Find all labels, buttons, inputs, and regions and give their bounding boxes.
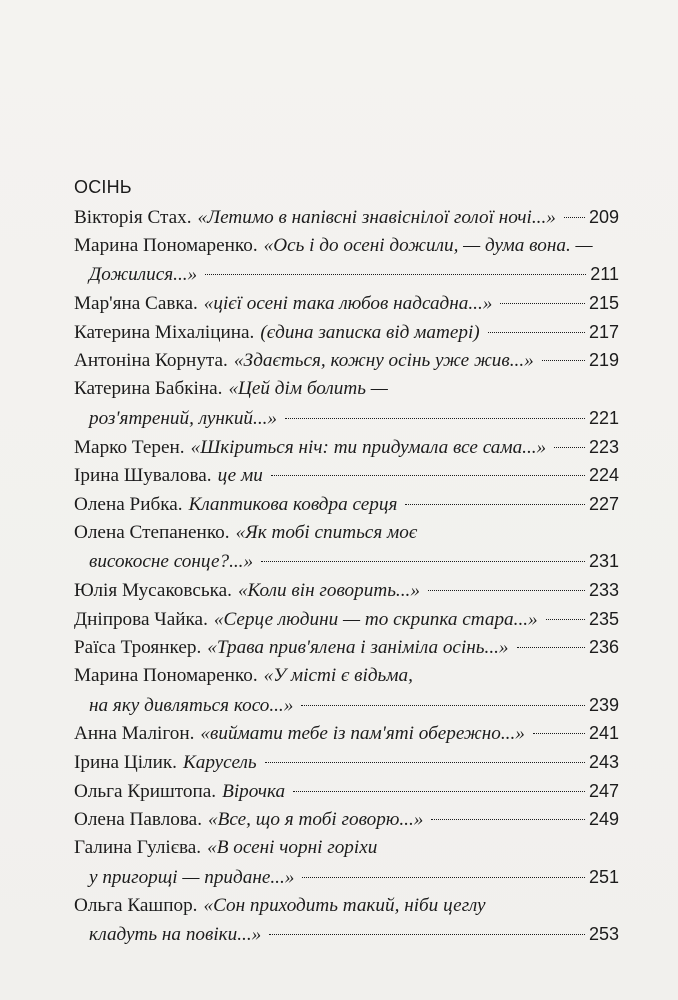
entry-title: (єдина записка від матері) <box>260 321 480 343</box>
entry-page-number: 223 <box>588 436 619 457</box>
toc-entry <box>74 318 619 347</box>
entry-author: Антоніна Корнута. <box>74 350 228 372</box>
entry-author: Марина Пономаренко. <box>74 665 258 686</box>
toc-entry <box>74 892 619 921</box>
dot-leader <box>554 447 585 448</box>
entry-page-number: 249 <box>588 809 619 830</box>
toc-entry <box>74 203 619 232</box>
dot-leader <box>488 332 585 333</box>
toc-entry <box>74 461 619 490</box>
entry-page-number: 215 <box>588 293 619 314</box>
entry-title-continuation: роз'ятрений, лункий...» <box>89 407 278 429</box>
entry-title: «Як тобі спиться моє <box>235 521 418 543</box>
entry-page-number: 241 <box>588 723 619 744</box>
entry-title: «Серце людини — то скрипка стара...» <box>213 608 538 630</box>
entry-author: Ірина Шувалова. <box>74 465 212 487</box>
entry-page-number: 251 <box>588 866 619 887</box>
entry-author: Катерина Бабкіна. <box>74 378 223 400</box>
toc-entry <box>74 576 619 605</box>
entry-title-continuation: у пригорщі — придане...» <box>89 866 295 888</box>
table-of-contents <box>74 203 619 949</box>
entry-title: «Здається, кожну осінь уже жив...» <box>233 350 534 372</box>
entry-author: Олена Степаненко. <box>74 521 230 543</box>
entry-title: «Трава прив'ялена і заніміла осінь...» <box>207 637 509 659</box>
dot-leader <box>293 791 585 792</box>
dot-leader <box>261 561 585 562</box>
entry-title: «Ось і до осені дожили, — дума вона. — <box>263 234 593 256</box>
entry-page-number: 227 <box>588 493 619 514</box>
entry-title: «Коли він говорить...» <box>237 579 420 601</box>
entry-title-continuation: кладуть на повіки...» <box>89 924 262 946</box>
entry-page-number: 219 <box>588 350 619 371</box>
toc-entry <box>74 719 619 748</box>
toc-entry-continuation <box>74 691 619 720</box>
toc-entry <box>74 433 619 462</box>
toc-entry <box>74 289 619 318</box>
entry-author: Галина Гулієва. <box>74 837 202 859</box>
entry-page-number: 236 <box>588 637 619 658</box>
entry-title: «Летимо в напівсні знавіснілої голої ночі...» <box>197 207 556 228</box>
entry-title: «Шкіриться ніч: ти придумала все сама...» <box>190 436 547 458</box>
entry-title: «У місті є відьма, <box>263 665 413 686</box>
dot-leader <box>517 647 585 648</box>
entry-page-number: 233 <box>588 579 619 600</box>
toc-entry <box>74 805 619 834</box>
entry-author: Анна Малігон. <box>74 723 195 745</box>
toc-entry <box>74 490 619 519</box>
entry-author: Катерина Міхаліцина. <box>74 321 255 343</box>
dot-leader <box>269 934 585 935</box>
toc-entry <box>74 777 619 806</box>
entry-author: Ірина Цілик. <box>74 752 177 774</box>
toc-entry <box>74 232 619 261</box>
entry-author: Дніпрова Чайка. <box>74 608 208 630</box>
entry-title: Карусель <box>182 752 257 774</box>
entry-title: «Сон приходить такий, ніби цеглу <box>203 894 486 916</box>
entry-author: Ольга Криштопа. <box>74 780 217 802</box>
entry-title-continuation: на яку дивляться косо...» <box>89 694 294 716</box>
entry-author: Марина Пономаренко. <box>74 234 258 256</box>
toc-entry <box>74 519 619 548</box>
entry-title: «виймати тебе із пам'яті обережно...» <box>200 723 525 745</box>
entry-page-number: 224 <box>588 465 619 486</box>
entry-author: Юлія Мусаковська. <box>74 579 232 601</box>
entry-author: Олена Павлова. <box>74 809 202 831</box>
entry-title-continuation: високосне сонце?...» <box>89 551 254 573</box>
toc-entry-continuation <box>74 404 619 433</box>
dot-leader <box>271 475 585 476</box>
entry-page-number: 235 <box>588 608 619 629</box>
entry-title-continuation: Дожилися...» <box>89 264 198 286</box>
dot-leader <box>302 877 585 878</box>
entry-page-number: 243 <box>588 752 619 773</box>
entry-page-number: 231 <box>588 551 619 572</box>
toc-entry <box>74 834 619 863</box>
entry-page-number: 211 <box>590 264 619 285</box>
dot-leader <box>428 590 585 591</box>
dot-leader <box>285 418 585 419</box>
toc-entry-continuation <box>74 863 619 892</box>
dot-leader <box>500 303 585 304</box>
entry-author: Мар'яна Савка. <box>74 293 198 315</box>
entry-page-number: 209 <box>588 207 619 227</box>
entry-title: це ми <box>217 465 263 487</box>
dot-leader <box>542 360 585 361</box>
entry-page-number: 217 <box>588 321 619 342</box>
toc-entry-continuation <box>74 920 619 949</box>
dot-leader <box>564 217 585 218</box>
toc-entry <box>74 633 619 662</box>
entry-author: Раїса Троянкер. <box>74 637 202 659</box>
entry-title: «Цей дім болить — <box>228 378 388 400</box>
entry-title: «Все, що я тобі говорю...» <box>208 809 424 831</box>
toc-entry-continuation <box>74 260 619 289</box>
entry-title: Клаптикова ковдра серця <box>188 493 398 515</box>
toc-entry <box>74 346 619 375</box>
dot-leader <box>431 819 585 820</box>
toc-entry-continuation <box>74 547 619 576</box>
section-title: ОСІНЬ <box>74 177 132 197</box>
entry-author: Вікторія Стах. <box>74 207 192 228</box>
entry-title: Вірочка <box>222 780 286 802</box>
toc-entry <box>74 375 619 404</box>
dot-leader <box>265 762 585 763</box>
dot-leader <box>301 705 585 706</box>
entry-title: «цієї осені така любов надсадна...» <box>203 293 493 315</box>
entry-author: Ольга Кашпор. <box>74 894 198 916</box>
entry-author: Олена Рибка. <box>74 493 183 515</box>
toc-entry <box>74 748 619 777</box>
entry-title: «В осені чорні горіхи <box>207 837 378 859</box>
toc-entry <box>74 605 619 634</box>
dot-leader <box>405 504 585 505</box>
entry-author: Марко Терен. <box>74 436 185 458</box>
dot-leader <box>546 619 585 620</box>
entry-page-number: 247 <box>588 780 619 801</box>
dot-leader <box>533 733 585 734</box>
dot-leader <box>205 274 586 275</box>
entry-page-number: 221 <box>588 407 619 428</box>
entry-page-number: 239 <box>588 694 619 715</box>
entry-page-number: 253 <box>588 924 619 945</box>
toc-entry <box>74 662 619 691</box>
